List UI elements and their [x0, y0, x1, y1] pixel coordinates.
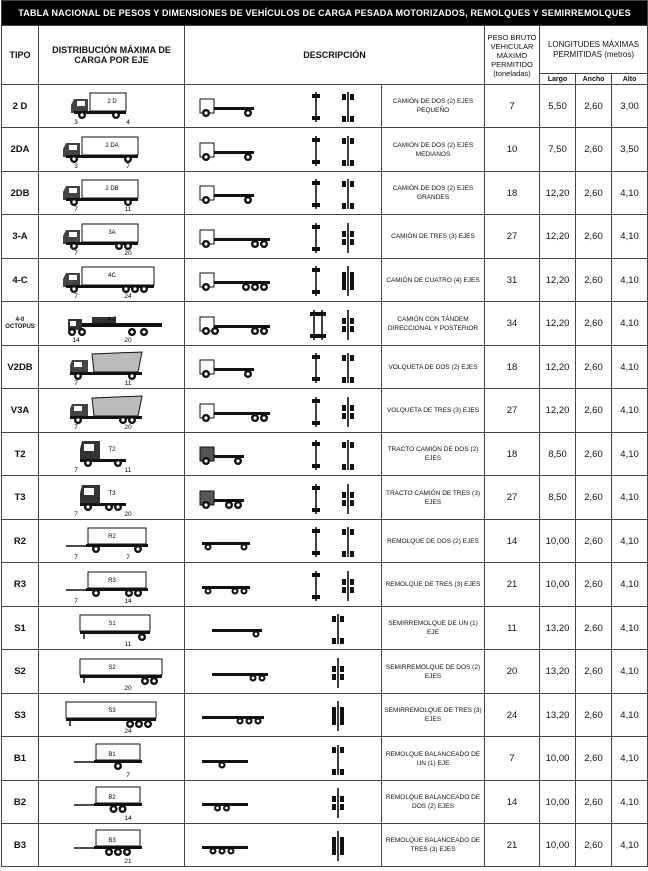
- row-tipo: 2DB: [2, 172, 39, 215]
- axle-configuration-icon: [304, 173, 368, 213]
- row-peso: 27: [485, 389, 540, 433]
- axle-configuration-icon: [304, 695, 368, 735]
- row-tipo: S1: [2, 607, 39, 650]
- rear-axle-load: 20: [123, 684, 132, 691]
- row-tipo: V3A: [2, 389, 39, 433]
- table-row: [2, 302, 648, 346]
- row-tipo: T2: [2, 433, 39, 476]
- rear-axle-load: 20: [123, 249, 132, 256]
- table-row: [2, 781, 648, 824]
- axle-configuration-icon: [304, 260, 368, 300]
- row-ancho: 2,60: [576, 607, 612, 650]
- table-row: [2, 650, 648, 694]
- row-description: REMOLQUE DE DOS (2) EJES: [382, 520, 485, 563]
- axle-configuration-icon: [304, 565, 368, 605]
- side-profile-icon: [198, 787, 278, 817]
- vehicle-label: 2 DB: [104, 186, 119, 192]
- row-diagram: [185, 737, 382, 781]
- row-description: TRACTO CAMIÓN DE DOS (2) EJES: [382, 433, 485, 476]
- rear-axle-load: 11: [124, 641, 131, 647]
- rear-axle-load: 14: [123, 815, 132, 821]
- row-load-distribution: [39, 346, 185, 389]
- table-body: [2, 85, 648, 867]
- row-largo: 10,00: [540, 563, 576, 607]
- rear-axle-load: 14: [123, 597, 132, 604]
- row-load-distribution: [39, 694, 185, 737]
- row-diagram: [185, 694, 382, 737]
- row-peso: 10: [485, 128, 540, 172]
- row-load-distribution: [39, 781, 185, 824]
- header-distribucion: DISTRIBUCIÓN MÁXIMA DE CARGA POR EJE: [39, 26, 185, 85]
- row-diagram: [185, 172, 382, 215]
- row-peso: 31: [485, 259, 540, 302]
- rear-axle-load: 20: [123, 510, 132, 517]
- front-axle-load: 7: [73, 597, 78, 604]
- row-ancho: 2,60: [576, 172, 612, 215]
- row-load-distribution: [39, 476, 185, 520]
- vehicle-load-figure: [52, 566, 172, 604]
- table-row: [2, 520, 648, 563]
- row-load-distribution: [39, 389, 185, 433]
- row-largo: 12,20: [540, 302, 576, 346]
- row-diagram: [185, 476, 382, 520]
- row-load-distribution: [39, 563, 185, 607]
- vehicle-label: B2: [107, 795, 116, 801]
- table-title: TABLA NACIONAL DE PESOS Y DIMENSIONES DE VEHÍCULOS DE CARGA PESADA MOTORIZADOS, REMOLQUES Y SEMIRREMOLQUES: [2, 1, 648, 26]
- table-row: [2, 433, 648, 476]
- row-alto: 4,10: [612, 302, 648, 346]
- side-profile-icon: [198, 222, 278, 252]
- side-profile-icon: [198, 352, 278, 382]
- row-load-distribution: [39, 824, 185, 867]
- vehicle-load-figure: [52, 522, 172, 560]
- row-largo: 12,20: [540, 172, 576, 215]
- row-tipo: S3: [2, 694, 39, 737]
- row-load-distribution: [39, 737, 185, 781]
- row-load-distribution: [39, 215, 185, 259]
- row-peso: 18: [485, 433, 540, 476]
- row-largo: 12,20: [540, 346, 576, 389]
- table-row: [2, 128, 648, 172]
- vehicle-label: 4C: [107, 273, 116, 279]
- front-axle-load: 7: [73, 293, 78, 299]
- row-peso: 11: [485, 607, 540, 650]
- vehicle-load-figure: [52, 653, 172, 691]
- row-peso: 7: [485, 737, 540, 781]
- row-tipo: V2DB: [2, 346, 39, 389]
- row-peso: 24: [485, 694, 540, 737]
- side-profile-icon: [198, 483, 278, 513]
- vehicle-load-figure: [52, 261, 172, 299]
- axle-configuration-icon: [304, 304, 368, 344]
- front-axle-load: 7: [73, 206, 78, 212]
- row-tipo: B3: [2, 824, 39, 867]
- axle-configuration-icon: [304, 217, 368, 257]
- rear-axle-load: 24: [123, 728, 132, 734]
- table-row: [2, 346, 648, 389]
- rear-axle-load: 11: [124, 380, 131, 386]
- row-alto: 4,10: [612, 607, 648, 650]
- rear-axle-load: 7: [125, 554, 130, 560]
- row-alto: 4,10: [612, 520, 648, 563]
- row-diagram: [185, 781, 382, 824]
- front-axle-load: 7: [73, 554, 78, 560]
- row-peso: 7: [485, 85, 540, 128]
- side-profile-icon: [198, 135, 278, 165]
- rear-axle-load: 7: [125, 771, 130, 778]
- row-diagram: [185, 302, 382, 346]
- row-tipo: 2DA: [2, 128, 39, 172]
- row-largo: 8,50: [540, 476, 576, 520]
- row-alto: 4,10: [612, 650, 648, 694]
- row-alto: 4,10: [612, 824, 648, 867]
- row-description: REMOLQUE BALANCEADO DE TRES (3) EJES: [382, 824, 485, 867]
- side-profile-icon: [198, 700, 278, 730]
- row-load-distribution: [39, 520, 185, 563]
- row-ancho: 2,60: [576, 389, 612, 433]
- row-description: SEMIRREMOLQUE DE UN (1) EJE: [382, 607, 485, 650]
- vehicle-load-figure: [52, 435, 172, 473]
- row-alto: 4,10: [612, 781, 648, 824]
- axle-configuration-icon: [304, 652, 368, 692]
- row-tipo: 2 D: [2, 85, 39, 128]
- row-ancho: 2,60: [576, 215, 612, 259]
- side-profile-icon: [198, 830, 278, 860]
- vehicle-label: S2: [107, 664, 116, 671]
- vehicle-label: B1: [107, 751, 116, 758]
- row-ancho: 2,60: [576, 824, 612, 867]
- rear-axle-load: 7: [125, 162, 130, 169]
- row-peso: 21: [485, 824, 540, 867]
- vehicle-label: 3A: [107, 229, 116, 236]
- row-alto: 4,10: [612, 172, 648, 215]
- row-ancho: 2,60: [576, 302, 612, 346]
- axle-configuration-icon: [304, 130, 368, 170]
- side-profile-icon: [198, 657, 278, 687]
- side-profile-icon: [198, 265, 278, 295]
- axle-configuration-icon: [304, 521, 368, 561]
- row-alto: 4,10: [612, 259, 648, 302]
- vehicle-label: T2: [107, 447, 116, 453]
- row-description: CAMIÓN DE CUATRO (4) EJES: [382, 259, 485, 302]
- front-axle-load: 3: [73, 119, 78, 125]
- row-description: CAMIÓN CON TÁNDEM DIRECCIONAL Y POSTERIOR: [382, 302, 485, 346]
- side-profile-icon: [198, 526, 278, 556]
- vehicle-load-figure: [52, 305, 172, 343]
- row-tipo: 3-A: [2, 215, 39, 259]
- rear-axle-load: 21: [123, 858, 132, 864]
- side-profile-icon: [198, 309, 278, 339]
- row-tipo: S2: [2, 650, 39, 694]
- row-largo: 13,20: [540, 607, 576, 650]
- axle-configuration-icon: [304, 391, 368, 431]
- front-axle-load: 14: [71, 336, 80, 343]
- vehicle-load-figure: [52, 131, 172, 169]
- row-ancho: 2,60: [576, 781, 612, 824]
- row-description: VOLQUETA DE TRES (3) EJES: [382, 389, 485, 433]
- row-description: VOLQUETA DE DOS (2) EJES: [382, 346, 485, 389]
- rear-axle-load: 4: [125, 119, 130, 125]
- row-ancho: 2,60: [576, 520, 612, 563]
- row-largo: 10,00: [540, 824, 576, 867]
- row-alto: 3,00: [612, 85, 648, 128]
- row-diagram: [185, 346, 382, 389]
- row-ancho: 2,60: [576, 650, 612, 694]
- side-profile-icon: [198, 570, 278, 600]
- vehicle-load-figure: [52, 218, 172, 256]
- header-longitudes: LONGITUDES MÁXIMAS PERMITIDAS (metros): [540, 26, 648, 74]
- row-peso: 27: [485, 476, 540, 520]
- vehicle-load-figure: [52, 392, 172, 430]
- row-load-distribution: [39, 85, 185, 128]
- row-tipo: R2: [2, 520, 39, 563]
- rear-axle-load: 24: [123, 293, 132, 299]
- axle-configuration-icon: [304, 347, 368, 387]
- row-tipo: B1: [2, 737, 39, 781]
- row-ancho: 2,60: [576, 346, 612, 389]
- side-profile-icon: [198, 178, 278, 208]
- row-diagram: [185, 433, 382, 476]
- row-peso: 20: [485, 650, 540, 694]
- row-largo: 13,20: [540, 650, 576, 694]
- row-largo: 8,50: [540, 433, 576, 476]
- header-largo: Largo: [540, 74, 576, 85]
- row-diagram: [185, 259, 382, 302]
- row-largo: 5,50: [540, 85, 576, 128]
- row-ancho: 2,60: [576, 563, 612, 607]
- row-diagram: [185, 128, 382, 172]
- row-alto: 4,10: [612, 694, 648, 737]
- row-description: CAMIÓN DE DOS (2) EJES PEQUEÑO: [382, 85, 485, 128]
- row-alto: 4,10: [612, 737, 648, 781]
- row-tipo: B2: [2, 781, 39, 824]
- table-row: [2, 85, 648, 128]
- vehicle-label: B3: [107, 838, 116, 844]
- side-profile-icon: [198, 744, 278, 774]
- vehicle-load-figure: [52, 740, 172, 778]
- row-description: TRACTO CAMIÓN DE TRES (3) EJES: [382, 476, 485, 520]
- header-peso: PESO BRUTO VEHICULAR MÁXIMO PERMITIDO (toneladas): [485, 26, 540, 85]
- row-ancho: 2,60: [576, 737, 612, 781]
- row-diagram: [185, 85, 382, 128]
- row-alto: 4,10: [612, 346, 648, 389]
- vehicle-load-figure: [52, 348, 172, 386]
- row-diagram: [185, 389, 382, 433]
- row-peso: 27: [485, 215, 540, 259]
- vehicle-load-figure: [52, 696, 172, 734]
- header-descripcion: DESCRIPCIÓN: [185, 26, 485, 85]
- table-row: [2, 607, 648, 650]
- front-axle-load: 7: [73, 249, 78, 256]
- row-peso: 21: [485, 563, 540, 607]
- row-load-distribution: [39, 259, 185, 302]
- row-peso: 18: [485, 172, 540, 215]
- side-profile-icon: [198, 91, 278, 121]
- row-tipo: R3: [2, 563, 39, 607]
- rear-axle-load: 20: [123, 336, 132, 343]
- vehicle-load-figure: [52, 87, 172, 125]
- vehicle-label: 2 DA: [104, 142, 119, 149]
- row-alto: 4,10: [612, 433, 648, 476]
- header-tipo: TIPO: [2, 26, 39, 85]
- row-largo: 10,00: [540, 737, 576, 781]
- axle-configuration-icon: [304, 739, 368, 779]
- row-alto: 4,10: [612, 476, 648, 520]
- row-load-distribution: [39, 172, 185, 215]
- vehicle-label: S3: [107, 708, 116, 714]
- table-row: [2, 694, 648, 737]
- row-description: SEMIRREMOLQUE DE TRES (3) EJES: [382, 694, 485, 737]
- row-description: CAMIÓN DE DOS (2) EJES MEDIANOS: [382, 128, 485, 172]
- table-row: [2, 215, 648, 259]
- row-peso: 34: [485, 302, 540, 346]
- row-ancho: 2,60: [576, 85, 612, 128]
- front-axle-load: 3: [73, 162, 78, 169]
- row-largo: 13,20: [540, 694, 576, 737]
- row-alto: 4,10: [612, 563, 648, 607]
- front-axle-load: 7: [73, 467, 78, 473]
- row-description: REMOLQUE DE TRES (3) EJES: [382, 563, 485, 607]
- row-ancho: 2,60: [576, 259, 612, 302]
- axle-configuration-icon: [304, 478, 368, 518]
- row-load-distribution: [39, 302, 185, 346]
- row-diagram: [185, 215, 382, 259]
- front-axle-load: 7: [73, 380, 78, 386]
- axle-configuration-icon: [304, 434, 368, 474]
- rear-axle-load: 11: [124, 467, 131, 473]
- row-largo: 12,20: [540, 215, 576, 259]
- vehicle-label: S1: [107, 621, 116, 627]
- table-row: [2, 824, 648, 867]
- row-description: CAMIÓN DE TRES (3) EJES: [382, 215, 485, 259]
- header-alto: Alto: [612, 74, 648, 85]
- table-row: [2, 476, 648, 520]
- row-alto: 4,10: [612, 389, 648, 433]
- row-diagram: [185, 563, 382, 607]
- rear-axle-load: 20: [123, 423, 132, 430]
- vehicle-label: 4-0: [107, 316, 116, 323]
- table-row: [2, 172, 648, 215]
- row-diagram: [185, 520, 382, 563]
- row-peso: 14: [485, 781, 540, 824]
- table-row: [2, 563, 648, 607]
- axle-configuration-icon: [304, 608, 368, 648]
- row-description: REMOLQUE BALANCEADO DE DOS (2) EJES: [382, 781, 485, 824]
- row-peso: 14: [485, 520, 540, 563]
- row-peso: 18: [485, 346, 540, 389]
- vehicle-load-figure: [52, 826, 172, 864]
- weights-dimensions-table: [1, 0, 648, 867]
- side-profile-icon: [198, 439, 278, 469]
- row-largo: 10,00: [540, 781, 576, 824]
- header-ancho: Ancho: [576, 74, 612, 85]
- vehicle-label: R3: [107, 577, 116, 584]
- row-load-distribution: [39, 433, 185, 476]
- vehicle-load-figure: [52, 174, 172, 212]
- row-load-distribution: [39, 650, 185, 694]
- rear-axle-load: 11: [124, 206, 131, 212]
- table-row: [2, 389, 648, 433]
- row-ancho: 2,60: [576, 128, 612, 172]
- row-tipo: 4-0 OCTOPUS: [2, 302, 39, 346]
- row-tipo: 4-C: [2, 259, 39, 302]
- row-largo: 12,20: [540, 259, 576, 302]
- side-profile-icon: [198, 613, 278, 643]
- row-largo: 7,50: [540, 128, 576, 172]
- row-alto: 3,50: [612, 128, 648, 172]
- row-load-distribution: [39, 128, 185, 172]
- vehicle-load-figure: [52, 479, 172, 517]
- table-row: [2, 259, 648, 302]
- side-profile-icon: [198, 396, 278, 426]
- row-alto: 4,10: [612, 215, 648, 259]
- row-diagram: [185, 650, 382, 694]
- axle-configuration-icon: [304, 825, 368, 865]
- axle-configuration-icon: [304, 86, 368, 126]
- row-ancho: 2,60: [576, 694, 612, 737]
- row-ancho: 2,60: [576, 433, 612, 476]
- row-description: REMOLQUE BALANCEADO DE UN (1) EJE: [382, 737, 485, 781]
- axle-configuration-icon: [304, 782, 368, 822]
- vehicle-label: R2: [107, 534, 116, 540]
- vehicle-load-figure: [52, 783, 172, 821]
- row-diagram: [185, 824, 382, 867]
- vehicle-load-figure: [52, 609, 172, 647]
- row-description: SEMIRREMOLQUE DE DOS (2) EJES: [382, 650, 485, 694]
- front-axle-load: 7: [73, 423, 78, 430]
- table-row: [2, 737, 648, 781]
- front-axle-load: 7: [73, 510, 78, 517]
- row-load-distribution: [39, 607, 185, 650]
- row-diagram: [185, 607, 382, 650]
- row-ancho: 2,60: [576, 476, 612, 520]
- row-largo: 12,20: [540, 389, 576, 433]
- vehicle-label: T3: [107, 490, 116, 497]
- vehicle-label: 2 D: [106, 99, 117, 105]
- row-tipo: T3: [2, 476, 39, 520]
- row-largo: 10,00: [540, 520, 576, 563]
- row-description: CAMIÓN DE DOS (2) EJES GRANDES: [382, 172, 485, 215]
